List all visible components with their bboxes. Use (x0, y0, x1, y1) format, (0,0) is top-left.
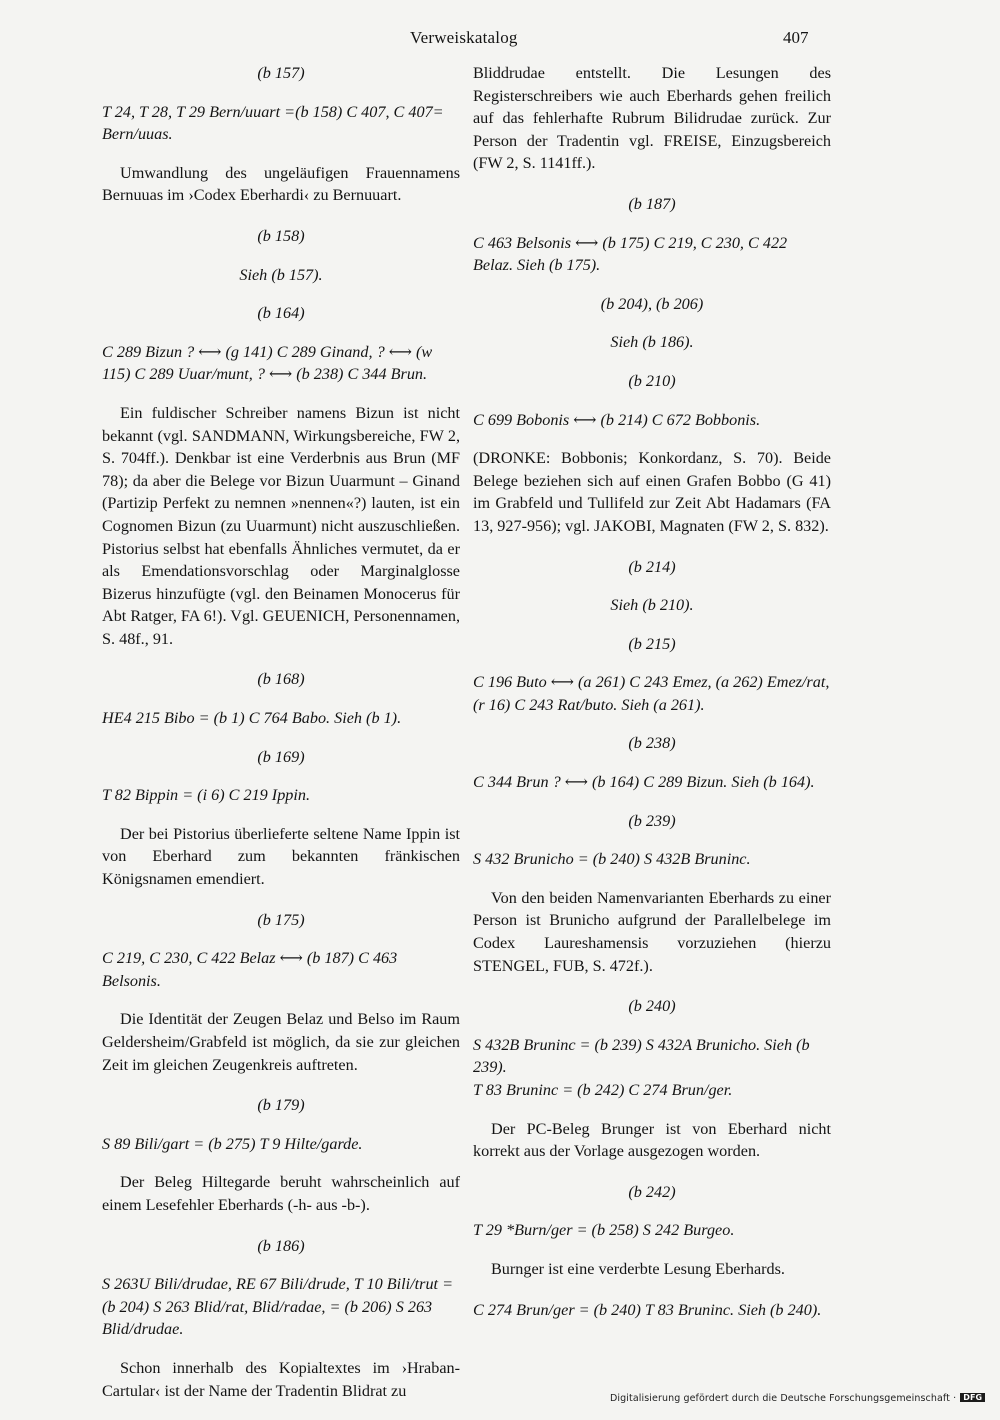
entry-reference: T 29 *Burn/ger = (b 258) S 242 Burgeo. (473, 1221, 735, 1240)
entry-note: Der bei Pistorius überlieferte seltene Name Ippin ist von Eberhard zum bekannten fränkischen Königsnamen emendiert. (102, 824, 460, 889)
entry-reference: C 196 Buto ⟷ (a 261) C 243 Emez, (a 262) Emez/rat, (r 16) C 243 Rat/buto. Sieh (a 261). (473, 673, 830, 714)
entry-heading: (b 210) (628, 371, 676, 390)
page-number: 407 (783, 28, 809, 47)
entry-heading: (b 240) (628, 997, 676, 1016)
entry-heading: (b 168) (257, 670, 305, 689)
entry-heading: (b 204), (b 206) (600, 294, 704, 313)
entry-heading: (b 175) (257, 910, 305, 929)
entry-reference: C 289 Bizun ? ⟷ (g 141) C 289 Ginand, ? ⟷ (w 115) C 289 Uuar/munt, ? ⟷ (b 238) C 344 Brun. (102, 342, 433, 384)
entry-note: Schon innerhalb des Kopialtextes im ›Hraban-Cartular‹ ist der Name der Tradentin Blidrat zu (102, 1358, 460, 1400)
entry-reference: S 89 Bili/gart = (b 275) T 9 Hilte/garde. (102, 1134, 363, 1153)
left-column (102, 62, 460, 1420)
entry-reference: HE4 215 Bibo = (b 1) C 764 Babo. Sieh (b 1). (102, 709, 402, 728)
entry-heading: (b 239) (628, 811, 676, 830)
entry-heading: (b 157) (257, 64, 305, 82)
entry-reference: T 24, T 28, T 29 Bern/uuart =(b 158) C 407, C 407= Bern/uuas. (102, 102, 444, 144)
entry-note: Von den beiden Namenvarianten Eberhards zu einer Person ist Brunicho aufgrund der Parallelbelege im Codex Laureshamensis vorzuziehen (hierzu STENGEL, FUB, S. 472f.). (473, 888, 831, 975)
entry-note: (DRONKE: Bobbonis; Konkordanz, S. 70). Beide Belege beziehen sich auf einen Grafen Bobbo (G 41) im Grabfeld und Tullifeld zur Zeit Abt Hadamars (FA 13, 927-956); vgl. JAKOBI, Magnaten (FW 2, S. 832). (473, 449, 831, 535)
entry-reference: S 432 Brunicho = (b 240) S 432B Bruninc. (473, 850, 751, 869)
entry-note: Burnger ist eine verderbte Lesung Eberhards. (491, 1259, 785, 1278)
entry-heading: (b 214) (628, 557, 676, 576)
entry-heading: (b 238) (628, 734, 676, 753)
entry-heading: (b 186) (257, 1236, 305, 1255)
entry-heading: (b 158) (257, 226, 305, 245)
entry-reference: Sieh (b 157). (239, 265, 323, 284)
entry-note: Umwandlung des ungeläufigen Frauennamens Bernuuas im ›Codex Eberhardi‹ zu Bernuuart. (102, 163, 460, 205)
entry-heading: (b 169) (257, 747, 305, 766)
entry-reference: S 263U Bili/drudae, RE 67 Bili/drude, T 10 Bili/trut =(b 204) S 263 Blid/rat, Blid/radae, = (b 206) S 263 Blid/drudae. (102, 1275, 454, 1339)
dfg-logo: DFG (960, 1393, 985, 1402)
right-column (473, 62, 831, 1337)
digitization-footer (610, 1393, 985, 1404)
footer-text: Digitalisierung gefördert durch die Deutsche Forschungsgemeinschaft · (610, 1393, 957, 1404)
entry-reference: Sieh (b 186). (610, 333, 694, 352)
entry-reference: C 219, C 230, C 422 Belaz ⟷ (b 187) C 463 Belsonis. (102, 949, 398, 990)
entry-reference: T 82 Bippin = (i 6) C 219 Ippin. (102, 786, 311, 805)
entry-heading: (b 187) (628, 194, 676, 213)
running-head (0, 28, 1000, 50)
entry-heading: (b 215) (628, 634, 676, 653)
entry-heading: (b 242) (628, 1182, 676, 1201)
entry-note: Die Identität der Zeugen Belaz und Belso im Raum Geldersheim/Grabfeld ist möglich, da sie zur gleichen Zeit im gleichen Zeugenkreis auftreten. (102, 1010, 460, 1074)
entry-reference: C 699 Bobonis ⟷ (b 214) C 672 Bobbonis. (473, 410, 761, 429)
entry-heading: (b 179) (257, 1096, 305, 1115)
entry-reference: S 432B Bruninc = (b 239) S 432A Brunicho. Sieh (b 239). (473, 1035, 810, 1077)
entry-note: Der PC-Beleg Brunger ist von Eberhard nicht korrekt aus der Vorlage ausgezogen worden. (473, 1119, 831, 1161)
entry-reference: Sieh (b 210). (610, 596, 694, 615)
entry-reference: T 83 Bruninc = (b 242) C 274 Brun/ger. (473, 1081, 733, 1099)
entry-note-continued: Bliddrudae entstellt. Die Lesungen des Registerschreibers wie auch Eberhards gehen freilich auf das fehlerhafte Rubrum Bilidrudae zurück. Zur Person der Tradentin vgl. FREISE, Einzugsbereich (FW 2, S. 1141ff.). (473, 64, 831, 173)
entry-heading: (b 164) (257, 304, 305, 323)
entry-note: Der Beleg Hiltegarde beruht wahrscheinlich auf einem Lesefehler Eberhards (-h- aus -b-). (102, 1173, 460, 1214)
entry-note: Ein fuldischer Schreiber namens Bizun ist nicht bekannt (vgl. SANDMANN, Wirkungsbereiche, FW 2, S. 704ff.). Denkbar ist eine Verderbnis aus Brun (MF 78); da aber die Belege vor Bizun Uuarmunt – Ginand (Partizip Perfekt zu nemnen »nennen«?) lauten, ist ein Cognomen Bizun (zu Uuarmunt) nicht auszuschließen. Pistorius selbst hat ebenfalls Ähnliches vermutet, da er als Emendationsvorschlag oder Marginalglosse Bizerus hinzufügte (vgl. den Beinamen Monocerus für Abt Ratger, FA 6!). Vgl. GEUENICH, Personennamen, S. 48f., 91. (102, 403, 460, 648)
entry-reference: C 463 Belsonis ⟷ (b 175) C 219, C 230, C 422 Belaz. Sieh (b 175). (473, 233, 788, 275)
running-title: Verweiskatalog (410, 28, 518, 47)
entry-reference: C 274 Brun/ger = (b 240) T 83 Bruninc. Sieh (b 240). (473, 1300, 822, 1319)
entry-reference: C 344 Brun ? ⟷ (b 164) C 289 Bizun. Sieh (b 164). (473, 773, 815, 792)
